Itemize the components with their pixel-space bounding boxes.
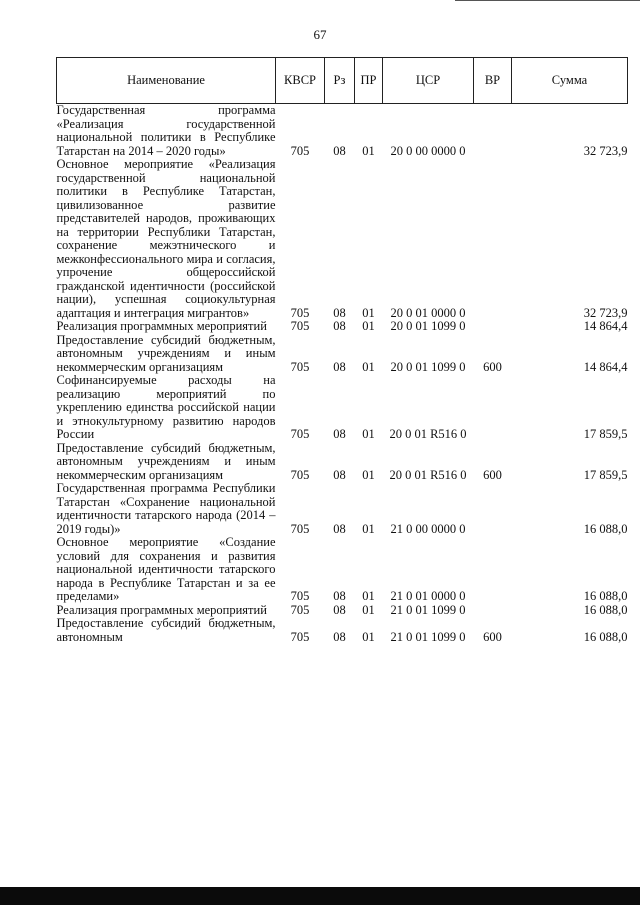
row-name: Основное мероприятие «Создание условий для сохранения и развития национальной идентичности татарского народа в Республике Татарстан и за ее пределами»	[56, 535, 276, 603]
row-vr: 600	[483, 629, 502, 644]
header-kvsr: КВСР	[276, 58, 325, 104]
row-vr	[474, 604, 512, 618]
scan-bottom-edge	[0, 887, 640, 905]
page-number: 67	[313, 27, 327, 42]
header-vr: ВР	[474, 58, 512, 104]
row-csr: 20 0 01 0000 0	[390, 305, 466, 320]
row-kvsr: 705	[290, 359, 310, 374]
budget-table	[56, 57, 628, 644]
row-rz: 08	[333, 305, 346, 320]
row-kvsr: 705	[290, 427, 310, 441]
row-name: Реализация программных мероприятий	[56, 602, 267, 617]
row-csr: 21 0 01 0000 0	[390, 589, 466, 603]
row-vr	[474, 374, 512, 442]
table-row	[57, 536, 628, 604]
row-name: Государственная программа Республики Татарстан «Сохранение национальной идентичности татарского народа (2014 – 2019 годы)»	[56, 481, 276, 536]
table-row	[57, 604, 628, 618]
row-sum: 32 723,9	[583, 305, 628, 320]
row-vr	[474, 482, 512, 536]
table-row	[57, 334, 628, 375]
row-kvsr: 705	[290, 467, 310, 482]
row-vr	[474, 158, 512, 320]
row-vr: 600	[483, 359, 502, 374]
table-row	[57, 158, 628, 320]
table-row	[57, 617, 628, 644]
row-csr: 20 0 01 1099 0	[390, 319, 466, 333]
row-sum: 16 088,0	[583, 521, 628, 536]
row-sum: 17 859,5	[583, 467, 628, 482]
row-sum: 16 088,0	[583, 602, 628, 617]
row-sum: 32 723,9	[583, 143, 628, 158]
row-sum: 14 864,4	[583, 359, 628, 374]
row-rz: 08	[333, 602, 346, 617]
row-vr: 600	[483, 467, 502, 482]
header-pr: ПР	[355, 58, 383, 104]
row-pr: 01	[362, 467, 375, 482]
header-row	[57, 58, 628, 104]
table-row	[57, 482, 628, 536]
table-row	[57, 104, 628, 159]
table-row	[57, 374, 628, 442]
row-sum: 16 088,0	[583, 589, 628, 603]
row-rz: 08	[333, 143, 346, 158]
row-rz: 08	[333, 359, 346, 374]
row-name: Софинансируемые расходы на реализацию мероприятий по укреплению единства российской нации и этнокультурному развитию народов России	[56, 373, 276, 441]
table-row	[57, 442, 628, 483]
row-sum: 14 864,4	[583, 319, 628, 333]
scan-top-rule	[455, 0, 640, 1]
row-kvsr: 705	[290, 305, 310, 320]
row-rz: 08	[333, 629, 346, 644]
row-pr: 01	[362, 359, 375, 374]
table-row	[57, 320, 628, 334]
row-pr: 01	[362, 319, 375, 333]
row-rz: 08	[333, 589, 346, 603]
row-csr: 21 0 01 1099 0	[390, 602, 466, 617]
row-csr: 20 0 00 0000 0	[390, 143, 466, 158]
row-name: Основное мероприятие «Реализация государственной национальной политики в Республике Татарстан, цивилизованное развитие представителей народов, проживающих на территории Республики Татарстан, сохранение межэтнического и межконфессионального мира и согласия, упрочение общероссийской гражданской идентичности (российской нации), успешная социокультурная адаптация и интеграция мигрантов»	[56, 157, 276, 320]
row-csr: 21 0 01 1099 0	[390, 629, 466, 644]
row-csr: 20 0 01 R516 0	[389, 467, 467, 482]
row-rz: 08	[333, 427, 346, 441]
row-pr: 01	[362, 305, 375, 320]
row-rz: 08	[333, 467, 346, 482]
header-sum: Сумма	[512, 58, 628, 104]
row-kvsr: 705	[290, 629, 310, 644]
row-vr	[474, 320, 512, 334]
row-kvsr: 705	[290, 589, 310, 603]
row-pr: 01	[362, 143, 375, 158]
row-vr	[474, 536, 512, 604]
header-rz: Рз	[325, 58, 355, 104]
row-name: Предоставление субсидий бюджетным, автономным учреждениям и иным некоммерческим организациям	[56, 332, 276, 374]
row-kvsr: 705	[290, 602, 310, 617]
row-kvsr: 705	[290, 521, 310, 536]
row-csr: 20 0 01 1099 0	[390, 359, 466, 374]
row-name: Предоставление субсидий бюджетным, автономным	[56, 616, 276, 644]
row-name: Предоставление субсидий бюджетным, автономным учреждениям и иным некоммерческим организациям	[56, 440, 276, 482]
row-pr: 01	[362, 589, 375, 603]
row-csr: 20 0 01 R516 0	[389, 427, 467, 441]
row-name: Государственная программа «Реализация государственной национальной политики в Республике Татарстан на 2014 – 2020 годы»	[56, 103, 276, 158]
row-pr: 01	[362, 427, 375, 441]
row-rz: 08	[333, 319, 346, 333]
row-pr: 01	[362, 521, 375, 536]
row-vr	[474, 104, 512, 159]
row-name: Реализация программных мероприятий	[56, 319, 267, 333]
row-rz: 08	[333, 521, 346, 536]
row-kvsr: 705	[290, 319, 310, 333]
row-pr: 01	[362, 629, 375, 644]
header-name: Наименование	[57, 58, 276, 104]
header-csr: ЦСР	[383, 58, 474, 104]
row-pr: 01	[362, 602, 375, 617]
row-sum: 16 088,0	[583, 629, 628, 644]
row-kvsr: 705	[290, 143, 310, 158]
row-sum: 17 859,5	[583, 427, 628, 441]
row-csr: 21 0 00 0000 0	[390, 521, 466, 536]
